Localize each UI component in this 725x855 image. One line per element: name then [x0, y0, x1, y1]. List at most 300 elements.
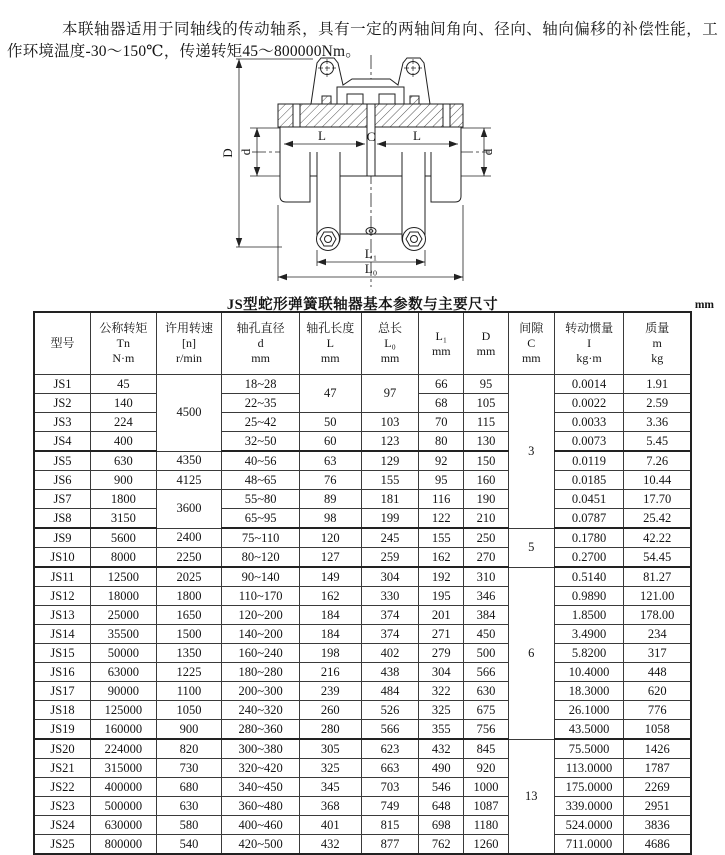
- table-cell: JS21: [34, 759, 91, 778]
- table-cell: 76: [299, 471, 361, 490]
- col-header-5: 总长 L₀ mm: [361, 312, 419, 375]
- table-cell: 1260: [464, 835, 509, 855]
- table-cell: 325: [419, 701, 464, 720]
- table-cell: 149: [299, 567, 361, 587]
- table-cell: 1500: [156, 625, 222, 644]
- table-cell: 580: [156, 816, 222, 835]
- spec-table: [33, 311, 692, 855]
- table-cell: 55~80: [222, 490, 300, 509]
- table-cell: 48~65: [222, 471, 300, 490]
- table-cell: 3150: [91, 509, 157, 529]
- table-cell: 1787: [624, 759, 691, 778]
- table-cell: JS15: [34, 644, 91, 663]
- table-cell: JS23: [34, 797, 91, 816]
- table-cell: 1800: [156, 587, 222, 606]
- table-cell: 10.4000: [554, 663, 624, 682]
- table-row: [34, 490, 691, 509]
- table-cell: 400: [91, 432, 157, 452]
- table-cell: 0.0022: [554, 394, 624, 413]
- table-cell: 13: [508, 739, 554, 854]
- table-cell: 4125: [156, 471, 222, 490]
- table-cell: 620: [624, 682, 691, 701]
- table-row: [34, 375, 691, 394]
- table-cell: 900: [91, 471, 157, 490]
- col-header-2: 许用转速 [n] r/min: [156, 312, 222, 375]
- table-cell: 630: [156, 797, 222, 816]
- table-cell: 10.44: [624, 471, 691, 490]
- table-cell: 663: [361, 759, 419, 778]
- dim-label-D: D: [220, 148, 235, 158]
- col-header-3: 轴孔直径 d mm: [222, 312, 300, 375]
- table-cell: 115: [464, 413, 509, 432]
- table-cell: 2.59: [624, 394, 691, 413]
- table-cell: 2025: [156, 567, 222, 587]
- table-cell: 730: [156, 759, 222, 778]
- table-cell: 2951: [624, 797, 691, 816]
- table-cell: 160000: [91, 720, 157, 740]
- table-cell: JS18: [34, 701, 91, 720]
- table-cell: 25~42: [222, 413, 300, 432]
- table-cell: 103: [361, 413, 419, 432]
- table-cell: 4686: [624, 835, 691, 855]
- table-row: [34, 720, 691, 740]
- table-cell: 280: [299, 720, 361, 740]
- table-cell: 402: [361, 644, 419, 663]
- table-cell: 1225: [156, 663, 222, 682]
- table-cell: 900: [156, 720, 222, 740]
- table-row: [34, 413, 691, 432]
- table-row: [34, 835, 691, 855]
- table-cell: 250: [464, 528, 509, 548]
- col-header-6: L₁ mm: [419, 312, 464, 375]
- table-cell: 0.0185: [554, 471, 624, 490]
- table-cell: 3836: [624, 816, 691, 835]
- table-cell: 47: [299, 375, 361, 413]
- table-cell: JS6: [34, 471, 91, 490]
- table-cell: 4500: [156, 375, 222, 452]
- table-cell: 18000: [91, 587, 157, 606]
- table-cell: 184: [299, 606, 361, 625]
- table-row: [34, 471, 691, 490]
- table-cell: 698: [419, 816, 464, 835]
- table-cell: 259: [361, 548, 419, 568]
- table-cell: 125000: [91, 701, 157, 720]
- table-cell: 368: [299, 797, 361, 816]
- table-cell: 66: [419, 375, 464, 394]
- table-cell: 63: [299, 451, 361, 471]
- table-cell: 304: [361, 567, 419, 587]
- table-row: [34, 625, 691, 644]
- table-cell: 240~320: [222, 701, 300, 720]
- table-cell: 120: [299, 528, 361, 548]
- table-cell: 43.5000: [554, 720, 624, 740]
- table-cell: 3.36: [624, 413, 691, 432]
- table-cell: 178.00: [624, 606, 691, 625]
- table-cell: JS24: [34, 816, 91, 835]
- hub-left: [280, 152, 310, 202]
- table-cell: 130: [464, 432, 509, 452]
- table-cell: JS11: [34, 567, 91, 587]
- table-cell: 3600: [156, 490, 222, 529]
- table-cell: 0.2700: [554, 548, 624, 568]
- table-cell: 140: [91, 394, 157, 413]
- table-cell: 566: [361, 720, 419, 740]
- table-cell: 2400: [156, 528, 222, 548]
- col-header-0: 型号: [34, 312, 91, 375]
- col-header-1: 公称转矩 Tn N·m: [91, 312, 157, 375]
- table-cell: 648: [419, 797, 464, 816]
- table-cell: 42.22: [624, 528, 691, 548]
- table-cell: 756: [464, 720, 509, 740]
- table-row: [34, 587, 691, 606]
- table-cell: 0.5140: [554, 567, 624, 587]
- table-cell: 1058: [624, 720, 691, 740]
- table-cell: 526: [361, 701, 419, 720]
- table-cell: 239: [299, 682, 361, 701]
- table-cell: 1050: [156, 701, 222, 720]
- table-cell: 300~380: [222, 739, 300, 759]
- table-cell: 330: [361, 587, 419, 606]
- table-cell: 75~110: [222, 528, 300, 548]
- unit-note: mm: [694, 299, 714, 311]
- table-cell: 216: [299, 663, 361, 682]
- table-cell: 680: [156, 778, 222, 797]
- table-cell: 438: [361, 663, 419, 682]
- table-cell: 566: [464, 663, 509, 682]
- table-row: [34, 759, 691, 778]
- table-cell: 90000: [91, 682, 157, 701]
- table-cell: 7.26: [624, 451, 691, 471]
- intro-paragraph: 本联轴器适用于同轴线的传动轴系，具有一定的两轴间角向、径向、轴向偏移的补偿性能，工作环境温度-30～150℃，传递转矩45～800000Nm。: [7, 20, 718, 60]
- table-cell: 140~200: [222, 625, 300, 644]
- table-cell: 400~460: [222, 816, 300, 835]
- table-cell: 190: [464, 490, 509, 509]
- table-cell: 95: [419, 471, 464, 490]
- dim-label-d-left: d: [238, 148, 253, 156]
- table-cell: 355: [419, 720, 464, 740]
- table-cell: 5.8200: [554, 644, 624, 663]
- table-cell: 35500: [91, 625, 157, 644]
- table-row: [34, 432, 691, 452]
- table-row: [34, 528, 691, 548]
- table-cell: 305: [299, 739, 361, 759]
- table-cell: 32~50: [222, 432, 300, 452]
- table-cell: 0.0119: [554, 451, 624, 471]
- table-cell: 448: [624, 663, 691, 682]
- table-cell: 762: [419, 835, 464, 855]
- table-cell: 116: [419, 490, 464, 509]
- table-cell: 432: [299, 835, 361, 855]
- table-cell: 18.3000: [554, 682, 624, 701]
- table-cell: 98: [299, 509, 361, 529]
- table-cell: 90~140: [222, 567, 300, 587]
- table-cell: 490: [419, 759, 464, 778]
- table-cell: 50: [299, 413, 361, 432]
- table-cell: 75.5000: [554, 739, 624, 759]
- table-cell: 195: [419, 587, 464, 606]
- table-cell: 63000: [91, 663, 157, 682]
- table-cell: 234: [624, 625, 691, 644]
- table-cell: 180~280: [222, 663, 300, 682]
- table-cell: 1800: [91, 490, 157, 509]
- table-cell: 325: [299, 759, 361, 778]
- table-title: JS型蛇形弹簧联轴器基本参数与主要尺寸: [226, 297, 499, 313]
- table-cell: 65~95: [222, 509, 300, 529]
- table-cell: 18~28: [222, 375, 300, 394]
- table-cell: 271: [419, 625, 464, 644]
- table-cell: 500000: [91, 797, 157, 816]
- table-cell: 1350: [156, 644, 222, 663]
- col-header-9: 转动惯量 I kg·m: [554, 312, 624, 375]
- table-cell: 105: [464, 394, 509, 413]
- table-cell: 89: [299, 490, 361, 509]
- table-cell: 0.0033: [554, 413, 624, 432]
- table-cell: 25000: [91, 606, 157, 625]
- table-cell: 123: [361, 432, 419, 452]
- table-cell: 162: [299, 587, 361, 606]
- table-cell: 181: [361, 490, 419, 509]
- dim-label-d-right: d: [480, 148, 495, 156]
- table-cell: 45: [91, 375, 157, 394]
- table-cell: 540: [156, 835, 222, 855]
- table-cell: 199: [361, 509, 419, 529]
- table-cell: 5: [508, 528, 554, 567]
- table-cell: 162: [419, 548, 464, 568]
- table-cell: 322: [419, 682, 464, 701]
- table-cell: 384: [464, 606, 509, 625]
- table-cell: 6: [508, 567, 554, 739]
- table-cell: JS1: [34, 375, 91, 394]
- table-cell: JS19: [34, 720, 91, 740]
- table-header: [34, 312, 691, 375]
- table-row: [34, 701, 691, 720]
- table-row: [34, 644, 691, 663]
- table-cell: 630000: [91, 816, 157, 835]
- header-row: [34, 312, 691, 375]
- table-cell: 40~56: [222, 451, 300, 471]
- table-cell: 546: [419, 778, 464, 797]
- table-cell: JS3: [34, 413, 91, 432]
- table-cell: JS2: [34, 394, 91, 413]
- table-cell: 1.8500: [554, 606, 624, 625]
- table-cell: 317: [624, 644, 691, 663]
- table-cell: 4350: [156, 451, 222, 471]
- table-cell: JS5: [34, 451, 91, 471]
- table-cell: 630: [464, 682, 509, 701]
- table-row: [34, 739, 691, 759]
- table-row: [34, 663, 691, 682]
- table-cell: JS7: [34, 490, 91, 509]
- table-row: [34, 682, 691, 701]
- coupling-drawing: [0, 50, 725, 295]
- table-cell: 110~170: [222, 587, 300, 606]
- table-cell: 200~300: [222, 682, 300, 701]
- table-cell: 1650: [156, 606, 222, 625]
- table-cell: 845: [464, 739, 509, 759]
- col-header-8: 间隙 C mm: [508, 312, 554, 375]
- table-cell: 97: [361, 375, 419, 413]
- table-cell: 60: [299, 432, 361, 452]
- table-row: [34, 778, 691, 797]
- table-cell: 3.4900: [554, 625, 624, 644]
- table-row: [34, 606, 691, 625]
- table-cell: 711.0000: [554, 835, 624, 855]
- table-cell: 1180: [464, 816, 509, 835]
- table-cell: 80~120: [222, 548, 300, 568]
- col-header-7: D mm: [464, 312, 509, 375]
- dim-label-C: C: [366, 129, 376, 144]
- table-cell: 25.42: [624, 509, 691, 529]
- table-cell: 1426: [624, 739, 691, 759]
- table-cell: 310: [464, 567, 509, 587]
- table-row: [34, 548, 691, 568]
- table-cell: 2269: [624, 778, 691, 797]
- table-cell: 192: [419, 567, 464, 587]
- table-cell: 260: [299, 701, 361, 720]
- table-cell: 160: [464, 471, 509, 490]
- table-cell: 224: [91, 413, 157, 432]
- table-cell: 280~360: [222, 720, 300, 740]
- table-cell: 374: [361, 625, 419, 644]
- table-cell: 623: [361, 739, 419, 759]
- table-cell: 630: [91, 451, 157, 471]
- table-cell: 320~420: [222, 759, 300, 778]
- table-cell: 315000: [91, 759, 157, 778]
- table-cell: JS12: [34, 587, 91, 606]
- table-cell: 820: [156, 739, 222, 759]
- table-cell: 877: [361, 835, 419, 855]
- table-cell: 339.0000: [554, 797, 624, 816]
- table-row: [34, 509, 691, 529]
- table-cell: 2250: [156, 548, 222, 568]
- table-cell: 0.0787: [554, 509, 624, 529]
- table-cell: 210: [464, 509, 509, 529]
- dim-label-L0: L₀: [364, 261, 378, 276]
- table-cell: 304: [419, 663, 464, 682]
- table-cell: 374: [361, 606, 419, 625]
- table-cell: 120~200: [222, 606, 300, 625]
- table-cell: JS8: [34, 509, 91, 529]
- table-cell: 127: [299, 548, 361, 568]
- table-cell: 224000: [91, 739, 157, 759]
- table-row: [34, 451, 691, 471]
- table-cell: 420~500: [222, 835, 300, 855]
- table-cell: 815: [361, 816, 419, 835]
- table-cell: 70: [419, 413, 464, 432]
- table-cell: 0.9890: [554, 587, 624, 606]
- table-cell: JS9: [34, 528, 91, 548]
- table-cell: 155: [419, 528, 464, 548]
- table-cell: 160~240: [222, 644, 300, 663]
- table-cell: 401: [299, 816, 361, 835]
- table-cell: 3: [508, 375, 554, 529]
- table-cell: JS4: [34, 432, 91, 452]
- table-cell: 345: [299, 778, 361, 797]
- table-cell: 50000: [91, 644, 157, 663]
- table-cell: 175.0000: [554, 778, 624, 797]
- table-cell: JS14: [34, 625, 91, 644]
- table-cell: 1100: [156, 682, 222, 701]
- table-cell: 22~35: [222, 394, 300, 413]
- table-cell: 703: [361, 778, 419, 797]
- table-cell: 17.70: [624, 490, 691, 509]
- dim-label-L-right: L: [413, 128, 421, 143]
- table-cell: 1087: [464, 797, 509, 816]
- col-header-10: 质量 m kg: [624, 312, 691, 375]
- table-cell: JS16: [34, 663, 91, 682]
- col-header-4: 轴孔长度 L mm: [299, 312, 361, 375]
- table-cell: 360~480: [222, 797, 300, 816]
- table-cell: 675: [464, 701, 509, 720]
- table-cell: 524.0000: [554, 816, 624, 835]
- table-cell: 800000: [91, 835, 157, 855]
- table-cell: 113.0000: [554, 759, 624, 778]
- table-cell: 68: [419, 394, 464, 413]
- table-cell: 12500: [91, 567, 157, 587]
- table-cell: 500: [464, 644, 509, 663]
- table-cell: 92: [419, 451, 464, 471]
- table-cell: 279: [419, 644, 464, 663]
- table-cell: 270: [464, 548, 509, 568]
- dim-label-L1: L₁: [364, 246, 378, 261]
- table-cell: 1000: [464, 778, 509, 797]
- table-cell: 1.91: [624, 375, 691, 394]
- table-cell: 150: [464, 451, 509, 471]
- table-cell: JS25: [34, 835, 91, 855]
- table-row: [34, 816, 691, 835]
- table-cell: 198: [299, 644, 361, 663]
- table-cell: 0.0014: [554, 375, 624, 394]
- table-cell: 920: [464, 759, 509, 778]
- table-cell: 749: [361, 797, 419, 816]
- table-cell: JS20: [34, 739, 91, 759]
- dim-label-L-left: L: [318, 128, 326, 143]
- table-cell: 340~450: [222, 778, 300, 797]
- table-cell: 155: [361, 471, 419, 490]
- table-cell: 484: [361, 682, 419, 701]
- table-cell: JS13: [34, 606, 91, 625]
- table-cell: 5.45: [624, 432, 691, 452]
- table-cell: 0.0073: [554, 432, 624, 452]
- table-cell: 80: [419, 432, 464, 452]
- table-cell: 122: [419, 509, 464, 529]
- hub-right: [431, 152, 461, 202]
- table-cell: JS10: [34, 548, 91, 568]
- table-cell: 245: [361, 528, 419, 548]
- table-cell: 95: [464, 375, 509, 394]
- table-cell: 121.00: [624, 587, 691, 606]
- table-cell: 400000: [91, 778, 157, 797]
- table-cell: JS22: [34, 778, 91, 797]
- table-cell: 776: [624, 701, 691, 720]
- table-cell: 346: [464, 587, 509, 606]
- table-cell: 0.1780: [554, 528, 624, 548]
- table-cell: 26.1000: [554, 701, 624, 720]
- table-cell: 201: [419, 606, 464, 625]
- table-cell: 54.45: [624, 548, 691, 568]
- table-row: [34, 567, 691, 587]
- table-cell: 184: [299, 625, 361, 644]
- table-cell: 0.0451: [554, 490, 624, 509]
- table-cell: 81.27: [624, 567, 691, 587]
- table-cell: 8000: [91, 548, 157, 568]
- table-cell: 5600: [91, 528, 157, 548]
- table-cell: 432: [419, 739, 464, 759]
- table-row: [34, 797, 691, 816]
- table-cell: 450: [464, 625, 509, 644]
- table-cell: 129: [361, 451, 419, 471]
- table-cell: JS17: [34, 682, 91, 701]
